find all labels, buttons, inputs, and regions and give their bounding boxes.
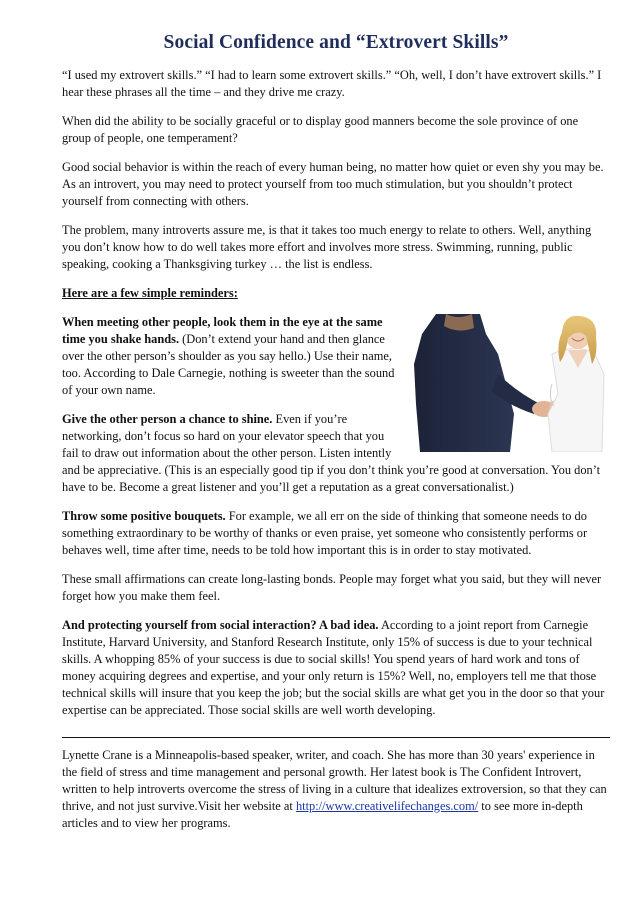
- page-title: Social Confidence and “Extrovert Skills”: [163, 32, 509, 53]
- tip-protecting-lead: And protecting yourself from social interaction? A bad idea.: [62, 618, 379, 632]
- paragraph-question: When did the ability to be socially graceful or to display good manners become the sole province of one group of people, one temperament?: [62, 114, 579, 145]
- paragraph-problem: The problem, many introverts assure me, is that it takes too much energy to relate to others. Well, anything you don’t know how to do well takes more effort and involves more stress. Swimming, running, public speaking, cooking a Thanksgiving turkey … the list is endless.: [62, 223, 592, 271]
- paragraph-good-behavior: Good social behavior is within the reach of every human being, no matter how quiet or even shy you may be. As an introvert, you may need to protect yourself from too much stimulation, but you shouldn’t protect yourself from connecting with others.: [62, 160, 604, 208]
- paragraph-intro: “I used my extrovert skills.” “I had to learn some extrovert skills.” “Oh, well, I don’t have extrovert skills.” I hear these phrases all the time – and they drive me crazy.: [62, 68, 602, 99]
- tip-bouquets-text: For example, we all err on the side of thinking that someone needs to do something extraordinary to be worthy of thanks or even praise, yet someone who consistently performs or behaves well, time after time, needs to be told how important this is in order to stay motivated.: [62, 509, 588, 557]
- bio-divider: [62, 737, 610, 738]
- article-body: [62, 67, 610, 731]
- paragraph-affirmations: These small affirmations can create long-lasting bonds. People may forget what you said, but they will never forget how you make them feel.: [62, 572, 602, 603]
- tip-eye-contact-lead: When meeting other people, look them in the eye at the same time you shake hands.: [62, 315, 383, 346]
- tip-shine-text: Even if you’re networking, don’t focus so hard on your elevator speech that you fail to draw out information about the other person. Listen intently and be appreciative. (This is an especially good tip if you don’t think you’re good at conversation. You don’t have to be. Become a great listener and you’ll get a reputation as a great conversationalist.): [62, 412, 601, 494]
- tip-bouquets-lead: Throw some positive bouquets.: [62, 509, 226, 523]
- reminders-heading: Here are a few simple reminders:: [62, 286, 238, 300]
- handshake-photo: [402, 314, 612, 452]
- tip-shine-lead: Give the other person a chance to shine.: [62, 412, 273, 426]
- author-bio-tail: to see more in-depth articles and to view her programs.: [62, 799, 583, 830]
- author-bio: [62, 747, 610, 832]
- tip-protecting: [62, 617, 610, 719]
- tip-bouquets: [62, 508, 610, 559]
- tip-protecting-text: According to a joint report from Carnegie Institute, Harvard University, and Stanford Research Institute, only 15% of success is due to your technical skills. A whopping 85% of your success is due to social skills! You spend years of hard work and tons of money acquiring degrees and expertise, and your only return is 15%? Well, no, employers tell me that those technical skills will insure that you keep the job; but the social skills are what get you in the door so that your expertise can be appreciated. Those social skills are well worth developing.: [62, 618, 605, 717]
- tip-eye-contact-text: (Don’t extend your hand and then glance over the other person’s shoulder as you say hello.) Use their name, too. According to Dale Carnegie, nothing is sweeter than the sound of your own name.: [62, 332, 395, 397]
- handshake-illustration: [402, 314, 612, 452]
- author-bio-text: Lynette Crane is a Minneapolis-based speaker, writer, and coach. She has more than 30 years' experience in the field of stress and time management and personal growth. Her latest book is The Confident Introvert, written to help introverts overcome the stress of living in a culture that idealizes extroversion, so that they can thrive, and not just survive.Visit her website at: [62, 748, 607, 813]
- author-website-link[interactable]: http://www.creativelifechanges.com/: [295, 799, 479, 813]
